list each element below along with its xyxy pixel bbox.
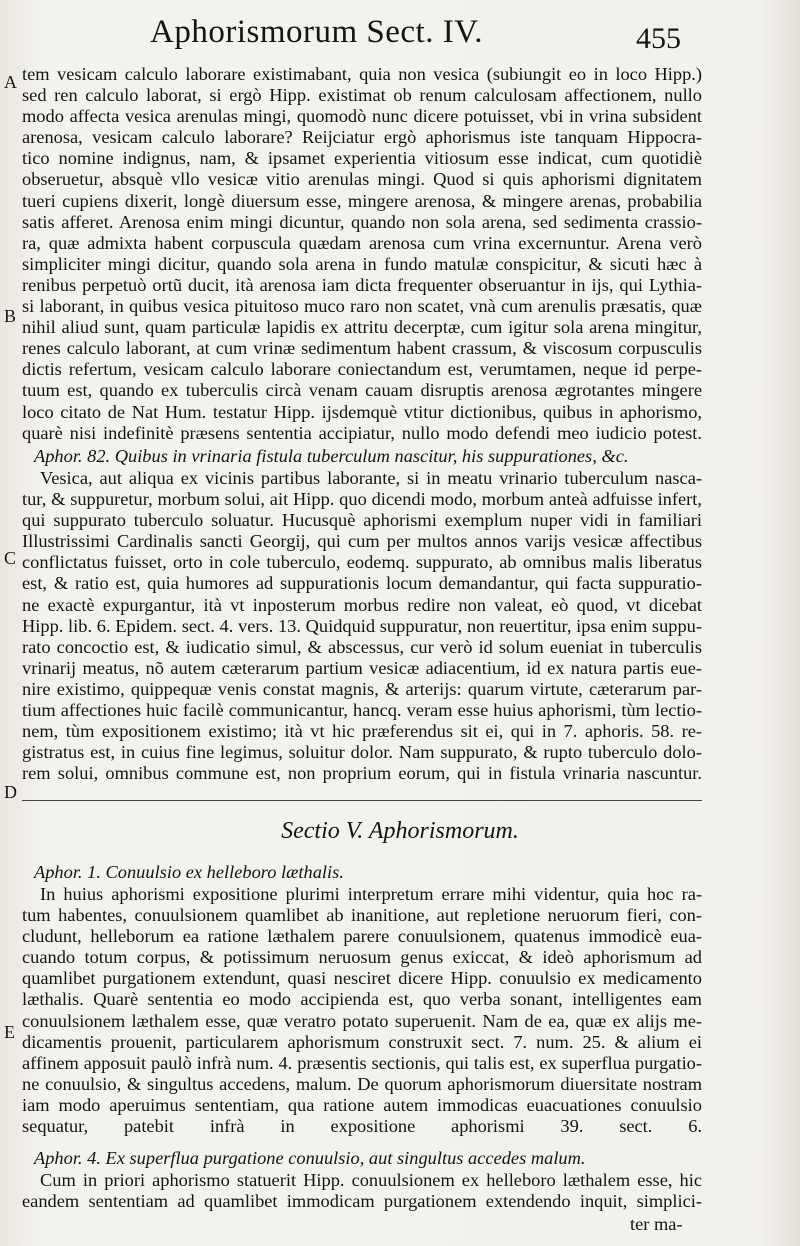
text-line: ne exactè expurgantur, ità vt inposterum morbus redire non valeat, eò quod, vt dicebat (22, 594, 702, 615)
text-line: Cum in priori aphorismo statuerit Hipp. conuulsionem ex helleboro læthalem esse, hic (40, 1170, 702, 1190)
text-line: loco citato de Nat Hum. testatur Hipp. ijsdemquè vtitur dictionibus, quibus in aphorismo, (22, 401, 702, 422)
text-line: sed ren calculo laborat, si ergò Hipp. existimat ob renum calculosam affectionem, nullo (22, 85, 702, 106)
text-line: conuulsionem læthalem esse, quæ veratro potato superuenit. Nam de ea, quæ ex alijs me- (22, 1010, 702, 1031)
section-divider (22, 800, 702, 801)
text-line: cuando totum corpus, & potissimum neruosum genus exiccat, & ideò aphorismum ad (22, 947, 702, 968)
text-line: cludunt, helleborum ea ratione læthalem parere conuulsionem, quatenus immodicè eua- (22, 926, 702, 947)
text-line: modo affecta vesica arenulas mingi, quomodò nunc dicere potuisset, vbi in vrina subsident (22, 106, 702, 127)
text-line: dictis refertum, vesicam calculo laborare coniectandum est, verumtamen, neque id perpe- (22, 359, 702, 380)
text-line: Illustrissimi Cardinalis sancti Georgij, qui cum per multos annos varijs vesicæ affectibus (22, 531, 702, 552)
text-line: obseruetur, absquè vllo vesicæ vitio arenulas mingi. Quod si quis aphorismi dignitatem (22, 169, 702, 190)
paragraph-aphorism-82-commentary (22, 468, 702, 784)
text-line: affinem apposuit paulò infrà num. 4. præsentis sectionis, qui talis est, ex superflua purgatio- (22, 1052, 702, 1073)
text-line: satis afferet. Arenosa enim mingi dicuntur, quando non sola arena, sed sedimenta crassio- (22, 211, 702, 232)
paragraph-aphorism-1-commentary (22, 884, 702, 1137)
text-line: simpliciter mingi dicitur, quando sola arena in fundo matulæ conspicitur, & sicuti hæc à (22, 253, 702, 274)
text-line: tueri cupiens dixerit, longè diuersum esse, mingere arenosa, & mingere arenas, probabilia (22, 190, 702, 211)
text-line: nihil aliud sunt, quam particulæ lapidis ex attritu decerptæ, cum igitur sola arena mingitur, (22, 317, 702, 338)
aphorism-1-heading-line (22, 862, 702, 883)
page-number: 455 (636, 22, 681, 55)
section-title: Sectio V. Aphorismorum. (281, 818, 519, 844)
text-line: sequatur, patebit infrà in expositione aphorismi 39. sect. 6. (22, 1116, 702, 1137)
text-line: est, & ratio est, quia humores ad suppurationis locum demandantur, qui facta suppuratio- (22, 573, 702, 594)
text-line: tico nomine indignus, nam, & ipsamet experientia vitiosum esse indicat, cum quotidiè (22, 148, 702, 169)
margin-letter-b: B (4, 306, 17, 326)
text-line: dicamentis prouenit, particularem aphorismum construxit sect. 7. num. 25. & alium ei (22, 1031, 702, 1052)
aphorism-4-heading-line (22, 1148, 702, 1169)
text-line: rato concoctio est, & iudicatio simul, & abscessus, cur verò id solum eueniat in tuberculis (22, 636, 702, 657)
aphorism-1-heading: Aphor. 1. Conuulsio ex helleboro læthalis. (34, 862, 344, 882)
aphorism-4-heading: Aphor. 4. Ex superflua purgatione conuulsio, aut singultus accedes malum. (34, 1148, 586, 1168)
text-line: conflictatus fuisset, orto in cole tuberculo, eodemq. suppurato, ab omnibus malis liberatus (22, 552, 702, 573)
text-line: Vesica, aut aliqua ex vicinis partibus laborante, si in meatu vrinario tuberculum nasca- (40, 468, 702, 488)
text-line: iam modo aperuimus sententiam, qua ratione autem immodicas euacuationes conuulsio (22, 1094, 702, 1115)
paragraph-aphorism-81-commentary (22, 64, 702, 444)
text-line: Hipp. lib. 6. Epidem. sect. 4. vers. 13. Quidquid suppuratur, non reuertitur, ipsa enim suppu- (22, 615, 702, 636)
aphorism-82-heading-line (22, 446, 702, 467)
text-line: quarè nisi indefinitè præsens sententia accipiatur, nullo modo defendi meo iudicio potest. (22, 422, 702, 443)
running-head: Aphorismorum Sect. IV. (150, 14, 484, 50)
text-line: qui suppurato tuberculo soluatur. Hucusquè aphorismi exemplum nuper vidi in familiari (22, 510, 702, 531)
text-line: tem vesicam calculo laborare existimabant, quia non vesica (subiungit eo in loco Hipp.) (22, 64, 702, 84)
text-line: læthalis. Quarè sententia eo modo accipienda est, quo verba sonant, intelligentes eam (22, 989, 702, 1010)
text-line: eandem sententiam ad quamlibet immodicam purgationem extendendo inquit, simplici- (22, 1191, 702, 1212)
catchword: ter ma- (630, 1214, 683, 1234)
paragraph-aphorism-4-commentary (22, 1170, 702, 1212)
margin-letter-a: A (4, 72, 17, 92)
text-line: vrinarij meatus, nõ autem cæterarum partium vesicæ adiacentium, id ex natura partis eue- (22, 657, 702, 678)
aphorism-82-heading: Aphor. 82. Quibus in vrinaria fistula tuberculum nascitur, his suppurationes, &c. (34, 446, 629, 466)
text-line: renes calculo laborant, at cum vrinæ sedimentum habent crassum, & viscosum corpusculis (22, 338, 702, 359)
text-line: arenosa, vesicam calculo laborare? Reijciatur ergò aphorismus iste tanquam Hippocra- (22, 127, 702, 148)
margin-letter-e: E (4, 1022, 15, 1042)
text-line: tur, & suppuretur, morbum solui, ait Hipp. quo dicendi modo, morbum anteà adfuisse infert, (22, 489, 702, 510)
margin-letter-d: D (4, 782, 17, 802)
text-line: ra, quæ admixta habent corpuscula quædam arenosa cum vrina excernuntur. Arena verò (22, 232, 702, 253)
text-line: si laborant, in quibus vesica pituitoso muco raro non scatet, vnà cum arenulis præsatis, quæ (22, 296, 702, 317)
text-line: ne conuulsio, & singultus accedens, malum. De quorum aphorismorum diuersitate nostram (22, 1073, 702, 1094)
text-line: renibus perpetuò ortũ ducit, ità arenosa iam dicta frequenter obseruantur in ijs, qui Lythia- (22, 274, 702, 295)
text-line: tum habentes, conuulsionem quamlibet ab inanitione, aut repletione neruorum fieri, con- (22, 905, 702, 926)
text-line: nem, tùm expositionem existimo; ità vt hic præferendus sit ei, qui in 7. aphoris. 58. re- (22, 721, 702, 742)
text-line: nire existimo, quippequæ venis constat magnis, & arterijs: quarum virtute, cæterarum par- (22, 678, 702, 699)
text-line: In huius aphorismi expositione plurimi interpretum errare mihi videntur, quia hoc ra- (40, 884, 702, 904)
text-line: tium affectiones huic facilè communicantur, hancq. veram esse huius aphorismi, tùm lectio- (22, 700, 702, 721)
text-line: gistratus est, in cuius fine legimus, soluitur dolor. Nam suppurato, & rupto tuberculo dolo- (22, 742, 702, 763)
text-line: rem solui, omnibus commune est, non proprium eorum, qui in fistula vrinaria nascuntur. (22, 763, 702, 784)
text-line: quamlibet purgationem extendunt, quasi nesciret dicere Hipp. conuulsio ex medicamento (22, 968, 702, 989)
page-header (0, 12, 800, 62)
margin-letter-c: C (4, 548, 17, 568)
text-line: tuum est, quando ex tuberculis circà venam cauam disruptis arenosa ægrotantes mingere (22, 380, 702, 401)
